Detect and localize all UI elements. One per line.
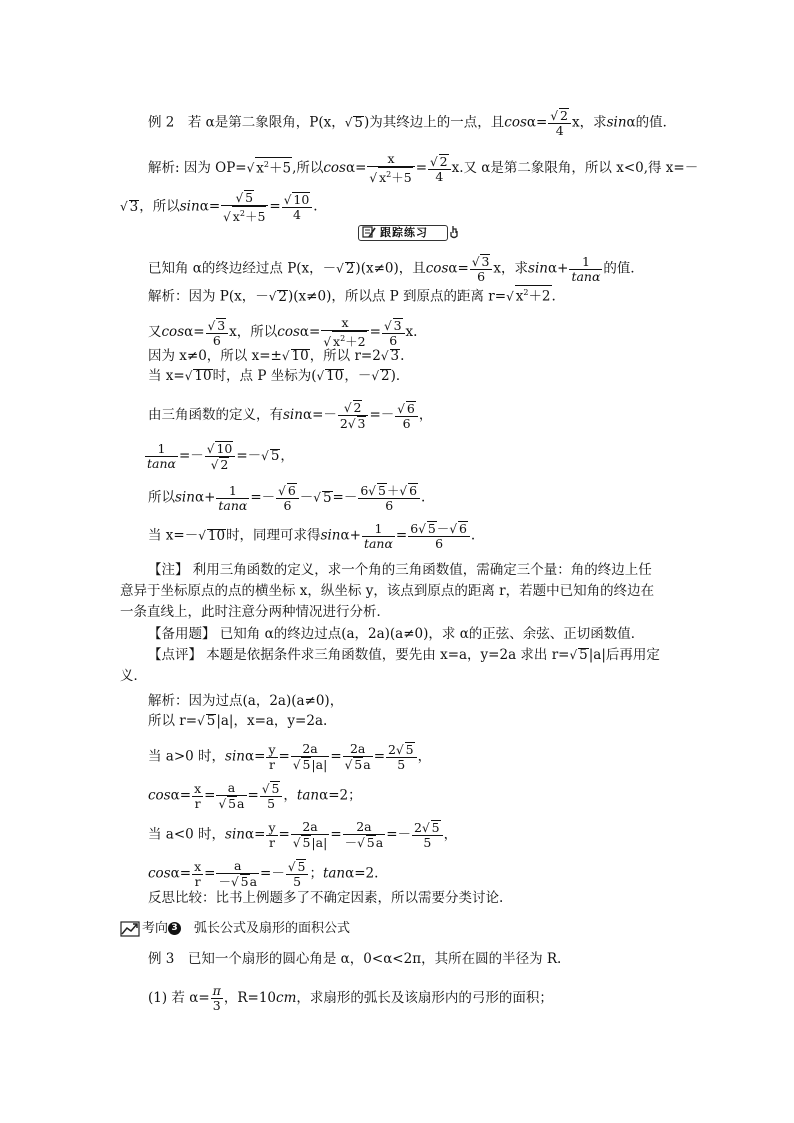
note-line-3: 一条直线上，此时注意分两种情况进行分析． xyxy=(120,604,390,620)
fraction: $\frac{y}{r}$ xyxy=(268,819,276,850)
section-number-badge: 3 xyxy=(168,922,181,935)
sin-symbol: sin xyxy=(606,114,627,131)
text: )为其终边上的一点，且 xyxy=(364,114,505,131)
fraction: $\frac{1}{\tan\alpha}$ xyxy=(571,253,601,284)
fraction: $\frac{√ 6}{6}$ xyxy=(276,483,299,513)
backup-comment-line-1: 【点评】 本题是依据条件求三角函数值，要先由 x=a，y=2a 求出 r=√ 5|a|后再用定 xyxy=(148,647,660,663)
example-2-solution-line-2: √ 3，所以sinα= $\frac{√ 5}{√ x^2+5}$ = $\frac{√ 10}{4}$ . xyxy=(120,190,318,225)
fraction: $\frac{√ 3}{6}$ xyxy=(382,318,405,348)
practice-solution-line-1: 解析：因为 P(x，－√ 2)(x≠0)，所以点 P 到原点的距离 r=√ $x^2+2$. xyxy=(148,285,556,306)
fraction: $\frac{y}{r}$ xyxy=(268,741,276,772)
fraction: $\frac{x}{r}$ xyxy=(194,858,202,889)
text: 例 2 若 α是第二象限角，P(x， xyxy=(148,114,345,131)
fraction: $\frac{1}{\tan\alpha}$ xyxy=(363,520,393,551)
practice-solution-line-5: 由三角函数的定义，有sinα=－ $\frac{√ 2}{2√ 3}$ =－ $\frac{√ 6}{6}$ ， xyxy=(148,400,433,431)
example-2-question: 例 2 若 α是第二象限角，P(x，√ 5)为其终边上的一点，且cosα= $\frac{√ 2}{4}$ x，求sinα的值． xyxy=(148,108,677,138)
fraction: $\frac{√ 3}{6}$ xyxy=(470,254,493,284)
section-title: 弧长公式及扇形的面积公式 xyxy=(181,921,351,936)
fraction: $\frac{x}{√ x^2+5}$ xyxy=(367,152,414,185)
fraction: $\frac{√ 10}{4}$ xyxy=(282,192,313,222)
pointer-icon xyxy=(448,225,460,239)
cos-symbol: cos xyxy=(504,114,527,131)
fraction: $\frac{√ 3}{6}$ xyxy=(206,318,229,348)
backup-solution-line-3: 当 a>0 时，sinα= $\frac{y}{r}$ = $\frac{2a}{√ 5|a|}$ = $\frac{2a}{√ 5a}$ = $\frac{2√ 5}{5}$ ， xyxy=(148,741,432,772)
backup-solution-line-1: 解析：因为过点(a，2a)(a≠0)， xyxy=(148,693,344,709)
fraction: $\frac{x}{√ x^2+2}$ xyxy=(321,316,368,349)
fraction: $\frac{2a}{-√ 5a}$ xyxy=(344,819,384,850)
example-2-solution-line-1: 解析: 因为 OP=√ $x^2+5$,所以cosα= $\frac{x}{√ x^2+5}$ = $\frac{√ 2}{4}$ x.又 α是第二象限角，所以 x<0,得 x=－ xyxy=(148,151,699,186)
fraction: $\frac{2√ 5}{5}$ xyxy=(386,742,417,772)
pencil-icon xyxy=(362,226,376,238)
fraction: $\frac{√ 2}{4}$ xyxy=(548,108,571,138)
example-3-part-1: (1) 若 α= $\frac{\pi}{3}$ ，R=10cm，求扇形的弧长及该扇形内的弓形的面积； xyxy=(148,983,553,1013)
fraction: $\frac{1}{\tan\alpha}$ xyxy=(147,441,176,471)
practice-question: 已知角 α的终边经过点 P(x，－√ 2)(x≠0)，且cosα= $\frac{√ 3}{6}$ x，求sinα+ $\frac{1}{\tan\alpha}$ 的值． xyxy=(148,253,644,284)
fraction: $\frac{6√ 5+√ 6}{6}$ xyxy=(358,483,420,513)
fraction: $\frac{√ 5}{5}$ xyxy=(286,859,309,889)
backup-solution-line-4: cosα= $\frac{x}{r}$ = $\frac{a}{√ 5a}$ = $\frac{√ 5}{5}$ ，tanα=2； xyxy=(148,780,362,811)
practice-banner xyxy=(358,223,462,241)
practice-solution-line-2: 又cosα= $\frac{√ 3}{6}$ x，所以cosα= $\frac{x}{√ x^2+2}$ = $\frac{√ 3}{6}$ x. xyxy=(148,315,418,350)
sqrt-term: 5 xyxy=(354,114,364,131)
text: x，求 xyxy=(571,114,607,131)
fraction: $\frac{x}{r}$ xyxy=(194,780,202,811)
banner-label: 跟踪练习 xyxy=(380,226,428,239)
section-3-header xyxy=(120,920,350,938)
fraction: $\frac{2a}{√ 5|a|}$ xyxy=(292,819,328,850)
note-line-1: 【注】 利用三角函数的定义，求一个角的三角函数值，需确定三个量：角的终边上任 xyxy=(148,562,652,578)
reflection-line: 反思比较：比书上例题多了不确定因素，所以需要分类讨论. xyxy=(148,890,504,906)
section-prefix: 考向 xyxy=(142,921,169,936)
practice-solution-line-8: 当 x=－√ 10时，同理可求得sinα+ $\frac{1}{\tan\alpha}$ = $\frac{6√ 5-√ 6}{6}$ . xyxy=(148,520,476,551)
practice-solution-line-4: 当 x=√ 10时，点 P 坐标为(√ 10，－√ 2)． xyxy=(148,368,410,384)
backup-solution-line-5: 当 a<0 时，sinα= $\frac{y}{r}$ = $\frac{2a}{√ 5|a|}$ = $\frac{2a}{-√ 5a}$ =－ $\frac{2√ 5}{5}$ ， xyxy=(148,819,458,850)
trend-icon xyxy=(120,921,140,937)
fraction: $\frac{1}{\tan\alpha}$ xyxy=(218,482,248,513)
text: α= xyxy=(526,114,548,131)
fraction: $\frac{a}{√ 5a}$ xyxy=(218,780,245,811)
backup-comment-line-2: 义． xyxy=(120,668,147,684)
fraction: $\frac{2√ 5}{5}$ xyxy=(412,820,443,850)
practice-solution-line-6: $\frac{1}{\tan\alpha}$ =－ $\frac{√ 10}{√ 2}$ =－√ 5， xyxy=(147,441,294,472)
fraction: $\frac{√ 10}{√ 2}$ xyxy=(205,441,236,472)
fraction: $\frac{\pi}{3}$ xyxy=(212,983,221,1013)
text: α的值． xyxy=(626,114,677,131)
practice-solution-line-7: 所以sinα+ $\frac{1}{\tan\alpha}$ =－ $\frac{√ 6}{6}$ －√ 5=－ $\frac{6√ 5+√ 6}{6}$ . xyxy=(148,482,426,513)
fraction: $\frac{√ 5}{√ x^2+5}$ xyxy=(221,190,268,224)
fraction: $\frac{a}{-√ 5a}$ xyxy=(218,858,258,889)
fraction: $\frac{6√ 5-√ 6}{6}$ xyxy=(408,521,470,551)
backup-solution-line-2: 所以 r=√ 5|a|，x=a，y=2a. xyxy=(148,713,328,729)
backup-question: 【备用题】 已知角 α的终边过点(a，2a)(a≠0)，求 α的正弦、余弦、正切函数值． xyxy=(148,626,645,642)
fraction: $\frac{√ 2}{4}$ xyxy=(428,154,451,184)
note-line-2: 意异于坐标原点的点的横坐标 x，纵坐标 y，该点到原点的距离 r，若题中已知角的终边在 xyxy=(120,583,655,599)
example-3-question: 例 3 已知一个扇形的圆心角是 α，0<α<2π，其所在圆的半径为 R. xyxy=(148,951,562,967)
fraction: $\frac{√ 6}{6}$ xyxy=(395,401,418,431)
fraction: $\frac{√ 2}{2√ 3}$ xyxy=(338,400,369,431)
fraction: $\frac{2a}{√ 5|a|}$ xyxy=(292,741,328,772)
backup-solution-line-6: cosα= $\frac{x}{r}$ = $\frac{a}{-√ 5a}$ =－ $\frac{√ 5}{5}$ ；tanα=2. xyxy=(148,858,379,889)
fraction: $\frac{√ 5}{5}$ xyxy=(260,781,283,811)
fraction: $\frac{2a}{√ 5a}$ xyxy=(344,741,371,772)
practice-solution-line-3: 因为 x≠0，所以 x=±√ 10，所以 r=2√ 3. xyxy=(148,348,405,364)
